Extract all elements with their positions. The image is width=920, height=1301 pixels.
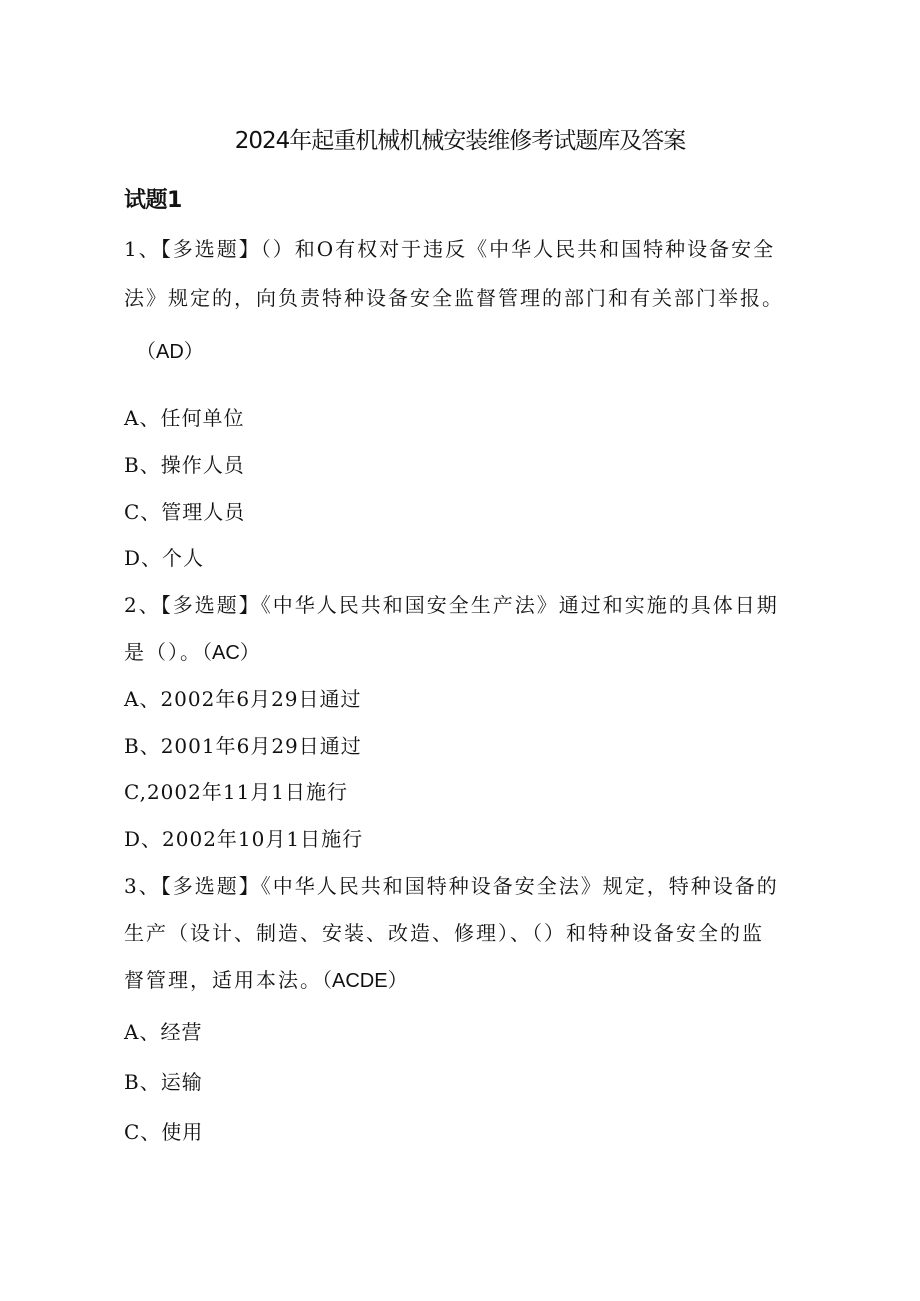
- question-1-option-d: D、个人: [124, 546, 205, 570]
- question-2-stem-end: 是（）。: [124, 640, 202, 664]
- question-2-text-line-1: 2、【多选题】《中华人民共和国安全生产法》通过和实施的具体日期: [124, 593, 779, 617]
- question-2-option-b: B、2001年6月29日通过: [124, 734, 362, 758]
- section-heading: 试题1: [124, 188, 182, 213]
- question-3-text-line-3: [124, 964, 408, 993]
- question-3-option-a: A、经营: [124, 1020, 203, 1044]
- question-3-text-line-1: 3、【多选题】《中华人民共和国特种设备安全法》规定，特种设备的: [124, 874, 779, 898]
- question-1-option-b: B、操作人员: [124, 453, 245, 477]
- question-3-option-c: C、使用: [124, 1120, 204, 1144]
- question-1-answer: （AD）: [136, 341, 204, 363]
- question-1-text-line-2: 法》规定的，向负责特种设备安全监督管理的部门和有关部门举报。: [124, 286, 784, 310]
- question-3-answer: （ACDE）: [322, 970, 408, 992]
- question-2-text-line-2: [124, 636, 260, 665]
- question-1-option-a: A、任何单位: [124, 406, 245, 430]
- question-3-stem-end: 督管理，适用本法。: [124, 968, 322, 992]
- question-1-option-c: C、管理人员: [124, 500, 246, 524]
- question-3-text-line-2: 生产（设计、制造、安装、改造、修理）、（）和特种设备安全的监: [124, 921, 764, 945]
- question-2-option-c: C,2002年11月1日施行: [124, 780, 349, 804]
- question-3-option-b: B、运输: [124, 1070, 203, 1094]
- question-2-option-d: D、2002年10月1日施行: [124, 827, 364, 851]
- document-title: 2024年起重机械机械安装维修考试题库及答案: [234, 128, 686, 154]
- question-2-option-a: A、2002年6月29日通过: [124, 687, 362, 711]
- question-1-text-line-1: 1、【多选题】（）和O有权对于违反《中华人民共和国特种设备安全: [124, 237, 776, 261]
- question-2-answer: （AC）: [202, 642, 260, 664]
